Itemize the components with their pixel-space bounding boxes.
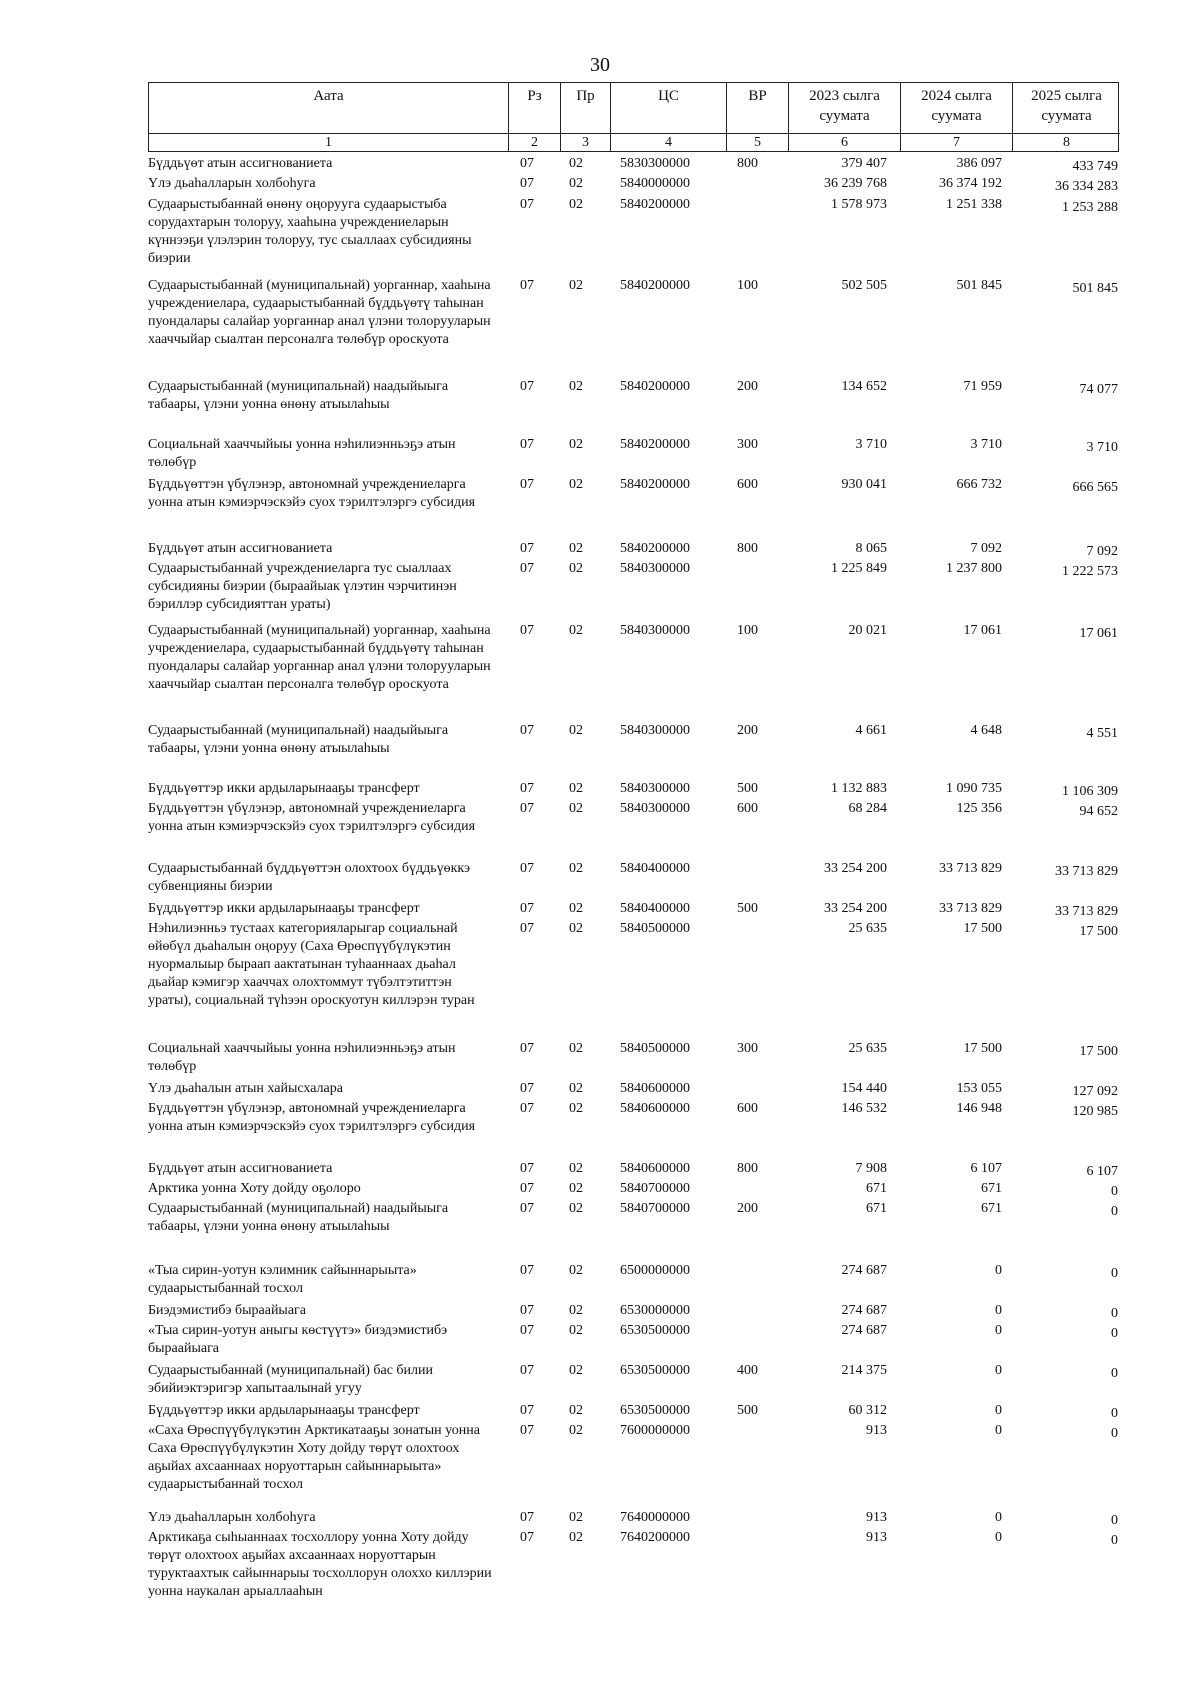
table-cell-name: Бүддьүөттэн үбүлэнэр, автономнай учреждениеларга уонна атын кэмиэрчэскэйэ суох тэрилтэлэргэ субсидия: [148, 1101, 476, 1134]
table-cell-cs: 7640200000: [620, 1530, 690, 1545]
table-cell-rz: 07: [520, 1263, 534, 1278]
table-cell-name: Судаарыстыбаннай (муниципальнай) наадыйыыга табаары, үлэни уонна өнөну атыылаһыы: [148, 1201, 449, 1234]
table-cell-cs: 5840700000: [620, 1201, 690, 1216]
table-cell-cs: 7600000000: [620, 1423, 690, 1438]
table-cell-rz: 07: [520, 1201, 534, 1216]
table-cell-name: Бүддьүөттэн үбүлэнэр, автономнай учреждениеларга уонна атын кэмиэрчэскэйэ суох тэрилтэлэргэ субсидия: [148, 801, 476, 834]
table-cell-2025: 0: [1111, 1513, 1118, 1528]
table-cell-2024: 71 959: [963, 379, 1002, 394]
table-cell-2025: 17 500: [1079, 1044, 1118, 1059]
table-cell-2023: 4 661: [855, 723, 887, 738]
table-cell-rz: 07: [520, 1303, 534, 1318]
table-cell-vr: 200: [737, 1201, 758, 1216]
table-cell-name: Судаарыстыбаннай бүддьүөттэн олохтоох бүддьүөккэ субвенцияны биэрии: [148, 861, 471, 894]
table-cell-2024: 17 061: [963, 623, 1002, 638]
table-cell-2024: 1 090 735: [946, 781, 1002, 796]
table-cell-rz: 07: [520, 379, 534, 394]
table-cell-2025: 0: [1111, 1204, 1118, 1219]
table-cell-name: Судаарыстыбаннай (муниципальнай) бас билии эбийиэктэригэр хапытаалынай угуу: [148, 1363, 434, 1396]
table-cell-2023: 7 908: [855, 1161, 887, 1176]
header-2023: 2023 сылга суумата 6: [789, 83, 901, 151]
table-cell-2025: 120 985: [1072, 1104, 1118, 1119]
table-cell-2023: 36 239 768: [824, 176, 887, 191]
table-cell-2024: 666 732: [956, 477, 1002, 492]
table-cell-2025: 4 551: [1086, 726, 1118, 741]
table-cell-2023: 671: [866, 1201, 887, 1216]
table-cell-rz: 07: [520, 197, 534, 212]
table-cell-2025: 433 749: [1072, 159, 1118, 174]
table-cell-name: «Тыа сирин-уотун кэлимник сайыннарыыта» судаарыстыбаннай тосхол: [148, 1263, 417, 1296]
table-cell-rz: 07: [520, 1181, 534, 1196]
table-cell-pr: 02: [569, 1303, 583, 1318]
table-cell-2025: 33 713 829: [1055, 904, 1118, 919]
table-cell-name: Судаарыстыбаннай өнөну оңорууга судаарыстыба сорудахтарын толоруу, хааһына учреждениеларын күннээҕи үлэлэрин толоруу, тус сыаллаах субсидияны биэрии: [148, 197, 472, 266]
table-cell-2024: 125 356: [956, 801, 1002, 816]
table-cell-2025: 666 565: [1072, 480, 1118, 495]
table-cell-2023: 1 132 883: [831, 781, 887, 796]
table-header: [148, 82, 1119, 152]
table-cell-name: Бүддьүөт атын ассигнованиета: [148, 156, 333, 171]
table-cell-2025: 0: [1111, 1184, 1118, 1199]
table-cell-2024: 501 845: [956, 278, 1002, 293]
table-cell-cs: 5840200000: [620, 278, 690, 293]
table-cell-rz: 07: [520, 901, 534, 916]
table-cell-rz: 07: [520, 1423, 534, 1438]
table-cell-pr: 02: [569, 921, 583, 936]
table-cell-rz: 07: [520, 723, 534, 738]
table-cell-name: Бүддьүөттэн үбүлэнэр, автономнай учреждениеларга уонна атын кэмиэрчэскэйэ суох тэрилтэлэргэ субсидия: [148, 477, 476, 510]
table-cell-name: Арктикаҕа сыһыаннаах тосхоллору уонна Хоту дойду төрүт олохтоох аҕыйах ахсааннаах норуоттарын туруктаахтык сайыннарыы тосхоллорун олоххо киллэрии уонна наукалан арыаллааһын: [148, 1530, 492, 1599]
table-cell-cs: 5840200000: [620, 197, 690, 212]
header-name: Аата 1: [149, 83, 509, 151]
table-cell-2024: 0: [995, 1303, 1002, 1318]
table-cell-pr: 02: [569, 1081, 583, 1096]
table-cell-pr: 02: [569, 1181, 583, 1196]
table-cell-name: Бүддьүөттэр икки ардыларынааҕы трансферт: [148, 1403, 420, 1418]
table-cell-pr: 02: [569, 723, 583, 738]
table-cell-2024: 671: [981, 1201, 1002, 1216]
table-cell-name: Бүддьүөттэр икки ардыларынааҕы трансферт: [148, 901, 420, 916]
table-cell-pr: 02: [569, 561, 583, 576]
table-cell-rz: 07: [520, 477, 534, 492]
table-cell-vr: 800: [737, 156, 758, 171]
table-cell-pr: 02: [569, 197, 583, 212]
table-cell-2023: 1 578 973: [831, 197, 887, 212]
table-cell-rz: 07: [520, 801, 534, 816]
table-cell-2023: 146 532: [841, 1101, 887, 1116]
table-cell-2024: 3 710: [970, 437, 1002, 452]
table-cell-cs: 5840600000: [620, 1101, 690, 1116]
header-pr: Пр 3: [561, 83, 611, 151]
header-vr: ВР 5: [727, 83, 789, 151]
table-cell-pr: 02: [569, 901, 583, 916]
table-cell-name: Судаарыстыбаннай учреждениеларга тус сыаллаах субсидияны биэрии (быраайыак үлэтин чэрчитинэн бэриллэр субсидияттан ураты): [148, 561, 457, 612]
table-cell-vr: 600: [737, 801, 758, 816]
table-cell-name: Судаарыстыбаннай (муниципальнай) уорганнар, хааһына учреждениелара, судаарыстыбаннай бүддьүөтү таһынан пуондалары салайар уорганнар анал үлэни толорууларын хааччыйар сыалтан персоналга төлөбүр ороскуота: [148, 623, 491, 692]
table-cell-name: Социальнай хааччыйыы уонна нэһилиэнньэҕэ атын төлөбүр: [148, 437, 456, 470]
table-cell-name: Нэһилиэнньэ тустаах категорияларыгар социальнай өйөбүл дьаһалын оңоруу (Саха Өрөспүүбүлүкэтин нуормалыыр быраап аактатынан туһааннаах дьаһал дьайар кэмигэр хааччах олохтоммут түбэлтэтиттэн ураты), социальнай түһээн ороскуотун киллэрэн туран: [148, 921, 475, 1008]
table-cell-cs: 6530000000: [620, 1303, 690, 1318]
table-cell-cs: 6500000000: [620, 1263, 690, 1278]
table-cell-cs: 5840200000: [620, 379, 690, 394]
table-cell-pr: 02: [569, 1161, 583, 1176]
table-cell-vr: 200: [737, 723, 758, 738]
table-cell-2025: 0: [1111, 1306, 1118, 1321]
table-cell-2025: 127 092: [1072, 1084, 1118, 1099]
table-cell-2023: 1 225 849: [831, 561, 887, 576]
table-cell-2023: 25 635: [848, 1041, 887, 1056]
table-cell-rz: 07: [520, 623, 534, 638]
table-cell-rz: 07: [520, 1161, 534, 1176]
header-2025: 2025 сылга суумата 8: [1013, 83, 1120, 151]
table-cell-2025: 0: [1111, 1426, 1118, 1441]
table-cell-name: Бүддьүөт атын ассигнованиета: [148, 1161, 333, 1176]
table-cell-pr: 02: [569, 1041, 583, 1056]
table-cell-2024: 153 055: [956, 1081, 1002, 1096]
page-number: 30: [590, 54, 610, 76]
table-cell-cs: 5840200000: [620, 541, 690, 556]
table-cell-rz: 07: [520, 541, 534, 556]
table-cell-2024: 0: [995, 1263, 1002, 1278]
table-cell-name: Судаарыстыбаннай (муниципальнай) уорганнар, хааһына учреждениелара, судаарыстыбаннай бүддьүөтү таһынан пуондалары салайар уорганнар анал үлэни толорууларын хааччыйар сыалтан персоналга төлөбүр ороскуота: [148, 278, 491, 347]
table-cell-rz: 07: [520, 1363, 534, 1378]
table-cell-vr: 500: [737, 901, 758, 916]
table-cell-rz: 07: [520, 1323, 534, 1338]
table-cell-pr: 02: [569, 1323, 583, 1338]
table-cell-2024: 7 092: [970, 541, 1002, 556]
table-cell-2024: 0: [995, 1530, 1002, 1545]
table-cell-vr: 800: [737, 541, 758, 556]
table-cell-2024: 0: [995, 1323, 1002, 1338]
table-cell-pr: 02: [569, 781, 583, 796]
table-cell-2025: 1 253 288: [1062, 200, 1118, 215]
table-cell-2025: 0: [1111, 1326, 1118, 1341]
table-cell-pr: 02: [569, 1263, 583, 1278]
table-cell-2023: 930 041: [841, 477, 887, 492]
table-cell-pr: 02: [569, 861, 583, 876]
table-cell-rz: 07: [520, 1101, 534, 1116]
table-cell-rz: 07: [520, 1081, 534, 1096]
table-cell-pr: 02: [569, 156, 583, 171]
table-cell-pr: 02: [569, 541, 583, 556]
table-cell-2024: 17 500: [963, 1041, 1002, 1056]
table-cell-cs: 7640000000: [620, 1510, 690, 1525]
table-cell-2023: 154 440: [841, 1081, 887, 1096]
table-cell-cs: 5840500000: [620, 1041, 690, 1056]
table-cell-2024: 671: [981, 1181, 1002, 1196]
table-cell-rz: 07: [520, 561, 534, 576]
table-cell-rz: 07: [520, 1041, 534, 1056]
table-cell-rz: 07: [520, 437, 534, 452]
table-cell-2025: 36 334 283: [1055, 179, 1118, 194]
table-cell-cs: 5840200000: [620, 437, 690, 452]
table-cell-rz: 07: [520, 1530, 534, 1545]
table-cell-name: Үлэ дьаһалларын холбоһуга: [148, 176, 316, 191]
table-cell-name: Үлэ дьаһалын атын хайысхалара: [148, 1081, 343, 1096]
table-cell-name: Биэдэмистибэ быраайыага: [148, 1303, 307, 1318]
table-cell-2025: 17 061: [1079, 626, 1118, 641]
table-cell-2023: 274 687: [841, 1323, 887, 1338]
table-cell-2023: 502 505: [841, 278, 887, 293]
table-cell-cs: 6530500000: [620, 1403, 690, 1418]
table-cell-2023: 33 254 200: [824, 861, 887, 876]
table-cell-2024: 0: [995, 1423, 1002, 1438]
header-2024: 2024 сылга суумата 7: [901, 83, 1013, 151]
table-cell-rz: 07: [520, 176, 534, 191]
table-cell-pr: 02: [569, 379, 583, 394]
table-cell-name: Судаарыстыбаннай (муниципальнай) наадыйыыга табаары, үлэни уонна өнөну атыылаһыы: [148, 379, 449, 412]
table-cell-rz: 07: [520, 781, 534, 796]
table-cell-2025: 0: [1111, 1406, 1118, 1421]
table-cell-2025: 74 077: [1079, 382, 1118, 397]
table-cell-cs: 5840200000: [620, 477, 690, 492]
header-rz: Рз 2: [509, 83, 561, 151]
table-cell-cs: 5840300000: [620, 623, 690, 638]
table-cell-vr: 600: [737, 1101, 758, 1116]
table-cell-2023: 134 652: [841, 379, 887, 394]
table-cell-2023: 274 687: [841, 1303, 887, 1318]
table-cell-name: Үлэ дьаһалларын холбоһуга: [148, 1510, 316, 1525]
table-cell-pr: 02: [569, 1510, 583, 1525]
table-cell-cs: 5840600000: [620, 1081, 690, 1096]
table-cell-cs: 5840400000: [620, 901, 690, 916]
table-cell-pr: 02: [569, 176, 583, 191]
table-cell-rz: 07: [520, 156, 534, 171]
table-cell-vr: 300: [737, 1041, 758, 1056]
table-cell-2023: 214 375: [841, 1363, 887, 1378]
table-cell-2024: 0: [995, 1363, 1002, 1378]
table-cell-2025: 3 710: [1086, 440, 1118, 455]
table-cell-pr: 02: [569, 1101, 583, 1116]
table-cell-vr: 400: [737, 1363, 758, 1378]
table-cell-2024: 1 251 338: [946, 197, 1002, 212]
table-cell-2025: 6 107: [1086, 1164, 1118, 1179]
table-cell-2025: 7 092: [1086, 544, 1118, 559]
table-cell-2023: 25 635: [848, 921, 887, 936]
table-cell-cs: 5840000000: [620, 176, 690, 191]
table-cell-name: «Саха Өрөспүүбүлүкэтин Арктикатааҕы зонатын уонна Саха Өрөспүүбүлүкэтин Хоту дойду төрүт олохтоох аҕыйах ахсааннаах норуоттарын сайыннарыыта» судаарыстыбаннай тосхол: [148, 1423, 481, 1492]
table-cell-vr: 500: [737, 781, 758, 796]
table-cell-cs: 5840300000: [620, 801, 690, 816]
table-cell-2024: 33 713 829: [939, 861, 1002, 876]
table-cell-2024: 36 374 192: [939, 176, 1002, 191]
table-cell-name: Социальнай хааччыйыы уонна нэһилиэнньэҕэ атын төлөбүр: [148, 1041, 456, 1074]
table-cell-2024: 0: [995, 1403, 1002, 1418]
table-cell-2025: 501 845: [1072, 281, 1118, 296]
table-cell-cs: 6530500000: [620, 1323, 690, 1338]
table-cell-pr: 02: [569, 1403, 583, 1418]
table-cell-pr: 02: [569, 623, 583, 638]
table-cell-cs: 6530500000: [620, 1363, 690, 1378]
table-cell-2024: 386 097: [956, 156, 1002, 171]
table-cell-2023: 3 710: [855, 437, 887, 452]
table-cell-2025: 0: [1111, 1366, 1118, 1381]
table-cell-vr: 300: [737, 437, 758, 452]
table-cell-vr: 500: [737, 1403, 758, 1418]
table-cell-2024: 33 713 829: [939, 901, 1002, 916]
table-cell-2024: 0: [995, 1510, 1002, 1525]
table-cell-pr: 02: [569, 437, 583, 452]
table-cell-pr: 02: [569, 1530, 583, 1545]
table-cell-vr: 200: [737, 379, 758, 394]
table-cell-cs: 5840300000: [620, 781, 690, 796]
table-cell-name: Арктика уонна Хоту дойду оҕолоро: [148, 1181, 361, 1196]
table-cell-name: Бүддьүөт атын ассигнованиета: [148, 541, 333, 556]
table-cell-name: Судаарыстыбаннай (муниципальнай) наадыйыыга табаары, үлэни уонна өнөну атыылаһыы: [148, 723, 449, 756]
table-cell-vr: 800: [737, 1161, 758, 1176]
table-cell-rz: 07: [520, 1510, 534, 1525]
table-cell-2024: 6 107: [970, 1161, 1002, 1176]
table-cell-pr: 02: [569, 801, 583, 816]
table-cell-2023: 913: [866, 1510, 887, 1525]
table-cell-pr: 02: [569, 1201, 583, 1216]
table-cell-2025: 33 713 829: [1055, 864, 1118, 879]
table-cell-cs: 5840300000: [620, 723, 690, 738]
table-cell-vr: 100: [737, 623, 758, 638]
table-cell-2025: 94 652: [1079, 804, 1118, 819]
header-cs: ЦС 4: [611, 83, 727, 151]
table-cell-2023: 8 065: [855, 541, 887, 556]
table-cell-2023: 671: [866, 1181, 887, 1196]
table-cell-cs: 5840500000: [620, 921, 690, 936]
table-cell-2023: 33 254 200: [824, 901, 887, 916]
table-cell-rz: 07: [520, 861, 534, 876]
table-cell-2023: 60 312: [848, 1403, 887, 1418]
table-cell-2023: 913: [866, 1423, 887, 1438]
table-cell-2023: 68 284: [848, 801, 887, 816]
table-cell-name: Бүддьүөттэр икки ардыларынааҕы трансферт: [148, 781, 420, 796]
table-cell-vr: 600: [737, 477, 758, 492]
table-cell-cs: 5840600000: [620, 1161, 690, 1176]
table-cell-2023: 20 021: [848, 623, 887, 638]
table-cell-2024: 1 237 800: [946, 561, 1002, 576]
table-cell-pr: 02: [569, 278, 583, 293]
table-cell-rz: 07: [520, 278, 534, 293]
table-cell-2025: 1 106 309: [1062, 784, 1118, 799]
table-cell-pr: 02: [569, 1423, 583, 1438]
table-cell-2024: 4 648: [970, 723, 1002, 738]
table-cell-cs: 5830300000: [620, 156, 690, 171]
table-cell-2023: 274 687: [841, 1263, 887, 1278]
table-cell-pr: 02: [569, 1363, 583, 1378]
table-cell-cs: 5840400000: [620, 861, 690, 876]
table-cell-2024: 17 500: [963, 921, 1002, 936]
table-cell-vr: 100: [737, 278, 758, 293]
table-cell-2023: 379 407: [841, 156, 887, 171]
table-cell-2025: 17 500: [1079, 924, 1118, 939]
table-cell-2025: 0: [1111, 1266, 1118, 1281]
table-cell-cs: 5840300000: [620, 561, 690, 576]
table-cell-2025: 1 222 573: [1062, 564, 1118, 579]
table-cell-2024: 146 948: [956, 1101, 1002, 1116]
table-cell-pr: 02: [569, 477, 583, 492]
table-cell-rz: 07: [520, 921, 534, 936]
table-cell-2025: 0: [1111, 1533, 1118, 1548]
table-cell-rz: 07: [520, 1403, 534, 1418]
table-cell-name: «Тыа сирин-уотун аныгы көстүүтэ» биэдэмистибэ быраайыага: [148, 1323, 448, 1356]
table-cell-2023: 913: [866, 1530, 887, 1545]
table-cell-cs: 5840700000: [620, 1181, 690, 1196]
